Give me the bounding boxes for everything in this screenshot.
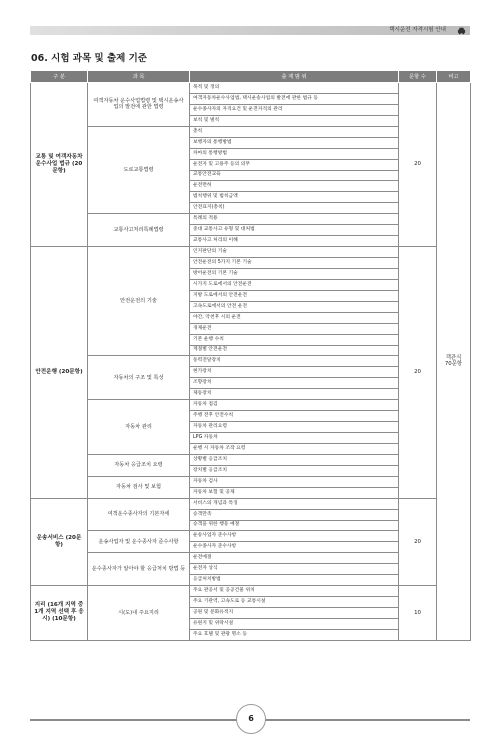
question-count-cell: 10 (399, 586, 437, 641)
scope-item-cell: 운수종사자 준수사항 (190, 542, 399, 553)
subject-cell: 여객자동차 운수사업법령 및 택시운송사업의 발전에 관한 법령 (88, 83, 190, 127)
scope-item-cell: 경제운전 (190, 323, 399, 334)
scope-item-cell: 제동장치 (190, 389, 399, 400)
scope-item-cell: 특례의 적용 (190, 214, 399, 225)
column-header-questions: 문항 수 (399, 71, 437, 83)
scope-item-cell: 계절별 안전운전 (190, 345, 399, 356)
scope-item-cell: 운행 시 자동차 조작 요령 (190, 443, 399, 454)
subject-cell: 안전운전의 기술 (88, 247, 190, 356)
table-body (31, 83, 471, 641)
scope-item-cell: 총칙 (190, 126, 399, 137)
scope-item-cell: 차마의 통행방법 (190, 148, 399, 159)
scope-item-cell: 운수종사자의 자격요건 및 운전자격의 관리 (190, 104, 399, 115)
scope-item-cell: 운전예절 (190, 553, 399, 564)
category-cell: 지리 (16개 지역 중 1개 지역 선택 후 응시) (10문항) (31, 586, 88, 641)
scope-item-cell: 야간, 악천후 시의 운전 (190, 312, 399, 323)
scope-item-cell: 기본 운행 수칙 (190, 334, 399, 345)
subject-cell: 여객운수종사자의 기본자세 (88, 498, 190, 531)
subject-cell: 도로교통법령 (88, 126, 190, 214)
scope-item-cell: 응급처치방법 (190, 575, 399, 586)
category-cell: 안전운행 (20문항) (31, 247, 88, 499)
subject-cell: 자동차 검사 및 보험 (88, 476, 190, 498)
scope-item-cell: 유원지 및 위락시설 (190, 618, 399, 629)
scope-item-cell: 중대 교통사고 유형 및 대처법 (190, 225, 399, 236)
column-header-category: 구 분 (31, 71, 88, 83)
subject-cell: 교통사고처리특례법령 (88, 214, 190, 247)
subject-cell: 자동차 관리 (88, 400, 190, 455)
page-number: 6 (236, 704, 266, 734)
question-count-cell: 20 (399, 247, 437, 499)
question-count-cell: 20 (399, 498, 437, 586)
scope-item-cell: 안전운전의 5가지 기본 기술 (190, 258, 399, 269)
scope-item-cell: 운전자 상식 (190, 564, 399, 575)
taxi-icon (457, 26, 466, 35)
exam-criteria-table (30, 70, 471, 641)
scope-item-cell: 상황별 응급조치 (190, 454, 399, 465)
scope-item-cell: 보칙 및 벌칙 (190, 115, 399, 126)
category-cell: 운송서비스 (20문항) (31, 498, 88, 586)
scope-item-cell: 시가지 도로에서의 안전운전 (190, 279, 399, 290)
column-header-scope: 출 제 범 위 (190, 71, 399, 83)
header-bar (30, 26, 470, 35)
scope-item-cell: 방어운전의 기본 기술 (190, 268, 399, 279)
scope-item-cell: 승객을 위한 행동 예절 (190, 520, 399, 531)
question-count-cell: 20 (399, 83, 437, 247)
scope-item-cell: 교통사고 처리의 이해 (190, 236, 399, 247)
scope-item-cell: 교통안전교육 (190, 170, 399, 181)
scope-item-cell: 주요 관공서 및 공공건물 위치 (190, 586, 399, 597)
scope-item-cell: 승객만족 (190, 509, 399, 520)
subject-cell: 운송사업자 및 운수종사자 준수사항 (88, 531, 190, 553)
scope-item-cell: 범칙행위 및 범칙금액 (190, 192, 399, 203)
column-header-subject: 과 목 (88, 71, 190, 83)
scope-item-cell: 지방 도로에서의 안전운전 (190, 290, 399, 301)
scope-item-cell: 운전자 및 고용주 등의 의무 (190, 159, 399, 170)
scope-item-cell: 동력전달장치 (190, 356, 399, 367)
scope-item-cell: 고속도로에서의 안전 운전 (190, 301, 399, 312)
scope-item-cell: 주행 전후 안전수칙 (190, 411, 399, 422)
scope-item-cell: 주요 기관역, 고속도로 등 교통시설 (190, 597, 399, 608)
subject-cell: 시(도)내 주요지리 (88, 586, 190, 641)
scope-item-cell: 여객자동차운수사업법, 택시운송사업의 발전에 관한 법규 등 (190, 93, 399, 104)
subject-cell: 자동차의 구조 및 특성 (88, 356, 190, 400)
scope-item-cell: 자동차 점검 (190, 400, 399, 411)
scope-item-cell: 장치별 응급조치 (190, 465, 399, 476)
scope-item-cell: 운전면허 (190, 181, 399, 192)
scope-item-cell: LPG 자동차 (190, 433, 399, 444)
scope-item-cell: 현가장치 (190, 367, 399, 378)
scope-item-cell: 자동차 관리요령 (190, 422, 399, 433)
category-cell: 교통 및 여객자동차 운수사업 법규 (20문항) (31, 83, 88, 247)
scope-item-cell: 운송사업자 준수사항 (190, 531, 399, 542)
scope-item-cell: 인지판단의 기술 (190, 247, 399, 258)
scope-item-cell: 자동차 보험 및 공제 (190, 487, 399, 498)
table-row (31, 586, 471, 597)
scope-item-cell: 조향장치 (190, 378, 399, 389)
scope-item-cell: 목적 및 정의 (190, 83, 399, 94)
subject-cell: 자동차 응급조치 요령 (88, 454, 190, 476)
table-row (31, 247, 471, 258)
table-row (31, 83, 471, 94)
scope-item-cell: 공원 및 문화유적지 (190, 608, 399, 619)
table-header-row (31, 71, 471, 83)
column-header-note: 비고 (437, 71, 471, 83)
scope-item-cell: 자동차 검사 (190, 476, 399, 487)
table-row (31, 498, 471, 509)
scope-item-cell: 안전표지(총칙) (190, 203, 399, 214)
scope-item-cell: 서비스의 개념과 특징 (190, 498, 399, 509)
header-guide-label: 택시운전 자격시험 안내 (389, 27, 446, 33)
scope-item-cell: 주요 호텔 및 관광 명소 등 (190, 629, 399, 640)
subject-cell: 운수종사자가 알아야 할 응급처치 방법 등 (88, 553, 190, 586)
scope-item-cell: 보행자의 통행방법 (190, 137, 399, 148)
note-cell: 객관식 70문항 (437, 83, 471, 641)
section-title: 06. 시험 과목 및 출제 기준 (31, 53, 147, 64)
